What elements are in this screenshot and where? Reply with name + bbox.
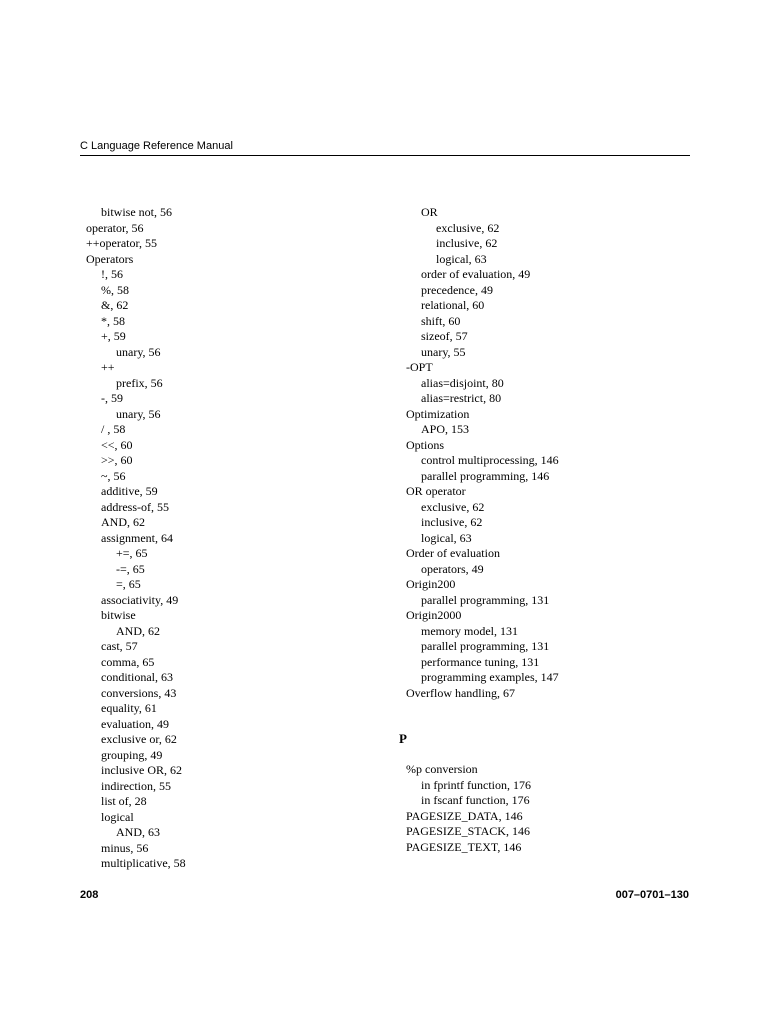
index-entry: !, 56 — [101, 267, 123, 281]
index-entry: ~, 56 — [101, 468, 126, 483]
running-header-title: C Language Reference Manual — [80, 140, 233, 152]
index-entry: bitwise not, 56 — [101, 205, 172, 219]
index-entry: PAGESIZE_TEXT, 146 — [406, 839, 522, 854]
index-entry: OR operator — [406, 484, 466, 498]
index-entry: additive, 59 — [101, 484, 158, 498]
index-entry: inclusive OR, 62 — [101, 763, 182, 777]
index-entry: =, 65 — [116, 577, 141, 591]
index-entry: >>, 60 — [101, 453, 133, 467]
index-entry: in fprintf function, 176 — [421, 777, 531, 792]
index-entry: OR — [421, 205, 438, 219]
index-entry: unary, 55 — [421, 344, 466, 359]
index-entry: Operators — [86, 251, 134, 266]
index-entry: AND, 62 — [116, 623, 160, 638]
index-entry: assignment, 64 — [101, 530, 173, 545]
index-entry: bitwise — [101, 608, 136, 622]
index-entry: control multiprocessing, 146 — [421, 453, 559, 467]
index-entry: parallel programming, 131 — [421, 639, 550, 653]
index-entry: Overflow handling, 67 — [406, 685, 515, 700]
index-entry: inclusive, 62 — [421, 515, 483, 529]
index-entry: Origin200 — [406, 577, 456, 591]
index-entry: Origin2000 — [406, 608, 462, 622]
index-entry: -, 59 — [101, 391, 123, 405]
index-entry: minus, 56 — [101, 840, 149, 855]
header-rule — [80, 155, 690, 156]
index-entry: Order of evaluation — [406, 546, 500, 560]
index-entry: performance tuning, 131 — [421, 654, 540, 669]
index-entry: unary, 56 — [116, 344, 161, 359]
index-entry: %, 58 — [101, 282, 129, 297]
index-entry: associativity, 49 — [101, 592, 179, 607]
index-entry: +, 59 — [101, 329, 126, 343]
index-entry: in fscanf function, 176 — [421, 793, 530, 807]
index-entry: ++operator, 55 — [86, 236, 158, 250]
index-entry: PAGESIZE_STACK, 146 — [406, 824, 530, 838]
index-entry: AND, 62 — [101, 515, 145, 529]
index-entry: grouping, 49 — [101, 747, 163, 762]
index-entry: +=, 65 — [116, 546, 148, 560]
index-column-left — [86, 205, 186, 872]
index-entry: memory model, 131 — [421, 623, 518, 638]
index-entry: operator, 56 — [86, 220, 144, 235]
index-entry: prefix, 56 — [116, 375, 163, 390]
index-entry: conversions, 43 — [101, 685, 177, 700]
index-entry: equality, 61 — [101, 701, 157, 715]
index-entry: exclusive, 62 — [436, 220, 500, 235]
index-entry: cast, 57 — [101, 639, 138, 653]
index-entry: %p conversion — [406, 762, 478, 776]
index-entry: / , 58 — [101, 422, 126, 436]
index-entry: exclusive or, 62 — [101, 732, 177, 746]
index-entry: logical, 63 — [436, 251, 487, 266]
index-entry: parallel programming, 131 — [421, 592, 550, 607]
section-gap — [406, 701, 559, 731]
index-entry: logical — [101, 809, 134, 824]
document-number: 007–0701–130 — [615, 889, 689, 901]
index-entry: order of evaluation, 49 — [421, 267, 531, 281]
index-entry: -=, 65 — [116, 561, 145, 576]
index-entry: comma, 65 — [101, 654, 155, 669]
index-entry: parallel programming, 146 — [421, 468, 550, 483]
index-entry: address-of, 55 — [101, 499, 169, 514]
index-entry: *, 58 — [101, 313, 125, 328]
index-entry: evaluation, 49 — [101, 716, 169, 731]
index-entry: precedence, 49 — [421, 282, 493, 297]
index-entry: list of, 28 — [101, 794, 147, 808]
index-entry: alias=restrict, 80 — [421, 391, 502, 405]
index-entry: APO, 153 — [421, 422, 470, 436]
index-entry: operators, 49 — [421, 561, 484, 576]
index-entry: logical, 63 — [421, 530, 472, 545]
index-entry: <<, 60 — [101, 437, 133, 452]
index-entry: &, 62 — [101, 298, 129, 312]
index-entry: sizeof, 57 — [421, 329, 468, 343]
index-entry: relational, 60 — [421, 298, 485, 312]
index-entry: multiplicative, 58 — [101, 856, 186, 870]
index-entry: PAGESIZE_DATA, 146 — [406, 808, 523, 823]
index-entry: programming examples, 147 — [421, 670, 559, 684]
index-entry: ++ — [101, 360, 115, 374]
index-entry: indirection, 55 — [101, 778, 171, 793]
index-entry: conditional, 63 — [101, 670, 173, 684]
page-number: 208 — [80, 889, 99, 901]
index-entry: unary, 56 — [116, 406, 161, 421]
index-entry: exclusive, 62 — [421, 499, 485, 514]
index-column-right — [399, 205, 559, 855]
index-entry: AND, 63 — [116, 825, 160, 839]
index-entry: Optimization — [406, 406, 470, 421]
index-entry: shift, 60 — [421, 313, 461, 328]
index-entry: Options — [406, 437, 445, 452]
index-section-letter: P — [399, 731, 407, 746]
index-entry: inclusive, 62 — [436, 236, 498, 250]
index-entry: -OPT — [406, 360, 433, 374]
index-entry: alias=disjoint, 80 — [421, 375, 504, 390]
